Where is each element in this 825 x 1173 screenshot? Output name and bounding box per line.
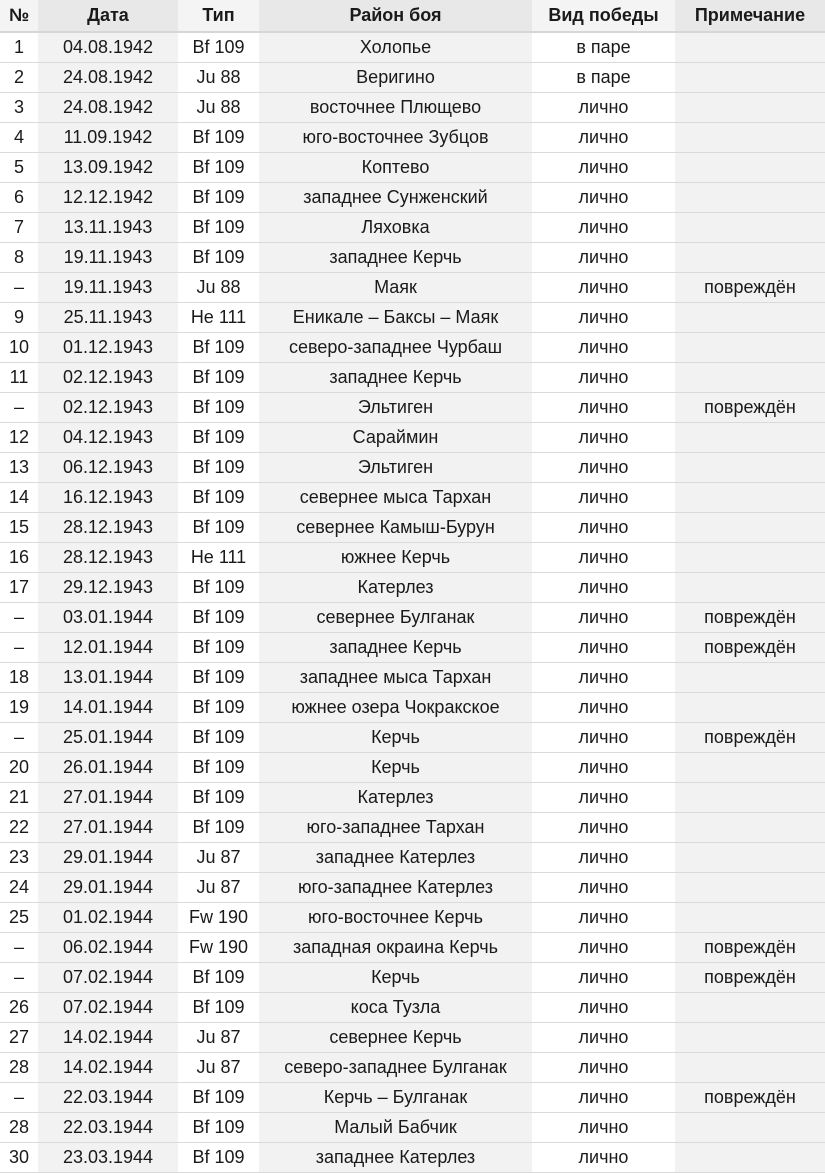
table-body — [0, 32, 825, 1173]
cell-victory-kind: лично — [532, 153, 675, 183]
cell-victory-kind: лично — [532, 693, 675, 723]
cell-battle-area: севернее Камыш-Бурун — [259, 513, 532, 543]
cell-note — [675, 1143, 825, 1173]
cell-battle-area: южнее озера Чокракское — [259, 693, 532, 723]
cell-type: Bf 109 — [178, 633, 259, 663]
cell-number: 30 — [0, 1143, 38, 1173]
cell-date: 04.08.1942 — [38, 32, 178, 63]
cell-type: Ju 88 — [178, 93, 259, 123]
cell-victory-kind: лично — [532, 1023, 675, 1053]
cell-type: Bf 109 — [178, 723, 259, 753]
cell-type: Bf 109 — [178, 243, 259, 273]
cell-number: 10 — [0, 333, 38, 363]
cell-number: 3 — [0, 93, 38, 123]
cell-date: 24.08.1942 — [38, 63, 178, 93]
table-row — [0, 573, 825, 603]
cell-date: 25.01.1944 — [38, 723, 178, 753]
table-row — [0, 183, 825, 213]
cell-victory-kind: лично — [532, 213, 675, 243]
cell-date: 14.02.1944 — [38, 1023, 178, 1053]
cell-type: Bf 109 — [178, 483, 259, 513]
cell-battle-area: юго-западнее Тархан — [259, 813, 532, 843]
cell-number: 7 — [0, 213, 38, 243]
cell-type: Bf 109 — [178, 153, 259, 183]
cell-type: Bf 109 — [178, 783, 259, 813]
cell-date: 16.12.1943 — [38, 483, 178, 513]
cell-number: 28 — [0, 1113, 38, 1143]
cell-number: 27 — [0, 1023, 38, 1053]
header-type: Тип — [178, 0, 259, 32]
cell-note — [675, 513, 825, 543]
cell-note — [675, 753, 825, 783]
cell-note: повреждён — [675, 933, 825, 963]
cell-type: Bf 109 — [178, 1143, 259, 1173]
cell-battle-area: западнее мыса Тархан — [259, 663, 532, 693]
cell-number: – — [0, 933, 38, 963]
cell-victory-kind: лично — [532, 1143, 675, 1173]
cell-number: 1 — [0, 32, 38, 63]
cell-victory-kind: лично — [532, 423, 675, 453]
cell-date: 23.03.1944 — [38, 1143, 178, 1173]
table-row — [0, 393, 825, 423]
cell-note — [675, 453, 825, 483]
cell-note: повреждён — [675, 603, 825, 633]
cell-note: повреждён — [675, 273, 825, 303]
cell-number: – — [0, 273, 38, 303]
table-row — [0, 63, 825, 93]
table-row — [0, 873, 825, 903]
cell-battle-area: юго-западнее Катерлез — [259, 873, 532, 903]
cell-battle-area: северо-западнее Булганак — [259, 1053, 532, 1083]
cell-note — [675, 483, 825, 513]
table-row — [0, 423, 825, 453]
cell-battle-area: западнее Сунженский — [259, 183, 532, 213]
cell-type: Ju 88 — [178, 273, 259, 303]
cell-note — [675, 93, 825, 123]
cell-note — [675, 153, 825, 183]
cell-victory-kind: в паре — [532, 32, 675, 63]
cell-battle-area: Холопье — [259, 32, 532, 63]
header-row — [0, 0, 825, 32]
cell-victory-kind: лично — [532, 843, 675, 873]
cell-victory-kind: лично — [532, 1113, 675, 1143]
cell-type: Bf 109 — [178, 183, 259, 213]
table-row — [0, 153, 825, 183]
cell-victory-kind: лично — [532, 483, 675, 513]
table-row — [0, 483, 825, 513]
cell-number: 28 — [0, 1053, 38, 1083]
cell-battle-area: юго-восточнее Керчь — [259, 903, 532, 933]
cell-number: 13 — [0, 453, 38, 483]
cell-victory-kind: лично — [532, 813, 675, 843]
cell-number: 16 — [0, 543, 38, 573]
table-header — [0, 0, 825, 32]
cell-date: 29.12.1943 — [38, 573, 178, 603]
cell-type: Ju 87 — [178, 1053, 259, 1083]
cell-number: – — [0, 1083, 38, 1113]
cell-battle-area: Керчь — [259, 723, 532, 753]
cell-type: Fw 190 — [178, 933, 259, 963]
cell-battle-area: Маяк — [259, 273, 532, 303]
cell-date: 26.01.1944 — [38, 753, 178, 783]
cell-type: Bf 109 — [178, 603, 259, 633]
cell-type: Ju 87 — [178, 1023, 259, 1053]
table-row — [0, 543, 825, 573]
cell-note — [675, 123, 825, 153]
cell-date: 06.12.1943 — [38, 453, 178, 483]
table-row — [0, 783, 825, 813]
table-row — [0, 1053, 825, 1083]
cell-date: 01.02.1944 — [38, 903, 178, 933]
cell-victory-kind: лично — [532, 963, 675, 993]
cell-battle-area: коса Тузла — [259, 993, 532, 1023]
cell-number: 21 — [0, 783, 38, 813]
cell-date: 29.01.1944 — [38, 873, 178, 903]
cell-date: 19.11.1943 — [38, 243, 178, 273]
cell-type: Bf 109 — [178, 753, 259, 783]
cell-date: 27.01.1944 — [38, 783, 178, 813]
table-row — [0, 1083, 825, 1113]
cell-type: Ju 87 — [178, 843, 259, 873]
cell-type: Fw 190 — [178, 903, 259, 933]
table-row — [0, 1143, 825, 1173]
cell-victory-kind: в паре — [532, 63, 675, 93]
cell-type: Bf 109 — [178, 963, 259, 993]
cell-victory-kind: лично — [532, 543, 675, 573]
cell-note: повреждён — [675, 633, 825, 663]
cell-number: – — [0, 393, 38, 423]
cell-battle-area: западнее Керчь — [259, 363, 532, 393]
cell-date: 14.02.1944 — [38, 1053, 178, 1083]
header-victory-kind: Вид победы — [532, 0, 675, 32]
cell-date: 02.12.1943 — [38, 363, 178, 393]
cell-date: 07.02.1944 — [38, 963, 178, 993]
cell-note — [675, 1023, 825, 1053]
header-battle-area: Район боя — [259, 0, 532, 32]
cell-type: Bf 109 — [178, 993, 259, 1023]
cell-type: Bf 109 — [178, 393, 259, 423]
cell-type: Bf 109 — [178, 32, 259, 63]
cell-number: – — [0, 723, 38, 753]
cell-victory-kind: лично — [532, 663, 675, 693]
cell-date: 29.01.1944 — [38, 843, 178, 873]
cell-victory-kind: лично — [532, 93, 675, 123]
cell-number: 11 — [0, 363, 38, 393]
cell-number: 20 — [0, 753, 38, 783]
cell-type: He 111 — [178, 543, 259, 573]
cell-type: Bf 109 — [178, 573, 259, 603]
cell-date: 13.11.1943 — [38, 213, 178, 243]
cell-victory-kind: лично — [532, 633, 675, 663]
cell-battle-area: Катерлез — [259, 573, 532, 603]
cell-victory-kind: лично — [532, 933, 675, 963]
cell-battle-area: Ляховка — [259, 213, 532, 243]
cell-type: Bf 109 — [178, 693, 259, 723]
table-row — [0, 273, 825, 303]
table-row — [0, 723, 825, 753]
header-date: Дата — [38, 0, 178, 32]
cell-date: 28.12.1943 — [38, 513, 178, 543]
cell-note — [675, 693, 825, 723]
cell-date: 27.01.1944 — [38, 813, 178, 843]
cell-number: – — [0, 603, 38, 633]
table-row — [0, 333, 825, 363]
header-number: № — [0, 0, 38, 32]
cell-victory-kind: лично — [532, 393, 675, 423]
cell-victory-kind: лично — [532, 333, 675, 363]
cell-victory-kind: лично — [532, 993, 675, 1023]
cell-battle-area: севернее Керчь — [259, 1023, 532, 1053]
cell-note — [675, 303, 825, 333]
cell-note — [675, 663, 825, 693]
cell-type: Ju 87 — [178, 873, 259, 903]
cell-note: повреждён — [675, 723, 825, 753]
cell-note — [675, 573, 825, 603]
cell-battle-area: Керчь — [259, 753, 532, 783]
cell-date: 13.09.1942 — [38, 153, 178, 183]
cell-victory-kind: лично — [532, 573, 675, 603]
cell-battle-area: Катерлез — [259, 783, 532, 813]
cell-type: Bf 109 — [178, 333, 259, 363]
cell-battle-area: северо-западнее Чурбаш — [259, 333, 532, 363]
cell-note — [675, 1053, 825, 1083]
cell-note — [675, 903, 825, 933]
table-row — [0, 453, 825, 483]
cell-number: 25 — [0, 903, 38, 933]
cell-note — [675, 32, 825, 63]
cell-date: 07.02.1944 — [38, 993, 178, 1023]
table-row — [0, 123, 825, 153]
cell-type: Bf 109 — [178, 513, 259, 543]
cell-number: 2 — [0, 63, 38, 93]
cell-date: 13.01.1944 — [38, 663, 178, 693]
cell-type: Bf 109 — [178, 123, 259, 153]
table-row — [0, 933, 825, 963]
cell-victory-kind: лично — [532, 273, 675, 303]
cell-battle-area: Малый Бабчик — [259, 1113, 532, 1143]
cell-number: 8 — [0, 243, 38, 273]
cell-date: 04.12.1943 — [38, 423, 178, 453]
table-row — [0, 753, 825, 783]
cell-victory-kind: лично — [532, 183, 675, 213]
cell-date: 06.02.1944 — [38, 933, 178, 963]
cell-note — [675, 423, 825, 453]
cell-number: – — [0, 963, 38, 993]
cell-battle-area: южнее Керчь — [259, 543, 532, 573]
cell-note — [675, 213, 825, 243]
cell-number: 14 — [0, 483, 38, 513]
cell-battle-area: западная окраина Керчь — [259, 933, 532, 963]
cell-number: 15 — [0, 513, 38, 543]
cell-battle-area: Веригино — [259, 63, 532, 93]
table-row — [0, 303, 825, 333]
cell-type: Bf 109 — [178, 663, 259, 693]
cell-victory-kind: лично — [532, 1083, 675, 1113]
cell-number: 26 — [0, 993, 38, 1023]
cell-note — [675, 63, 825, 93]
cell-battle-area: Эльтиген — [259, 453, 532, 483]
cell-date: 24.08.1942 — [38, 93, 178, 123]
cell-victory-kind: лично — [532, 873, 675, 903]
cell-battle-area: западнее Керчь — [259, 633, 532, 663]
table-row — [0, 843, 825, 873]
cell-number: 5 — [0, 153, 38, 183]
table-row — [0, 363, 825, 393]
cell-number: 17 — [0, 573, 38, 603]
cell-note — [675, 543, 825, 573]
cell-note — [675, 333, 825, 363]
cell-type: Bf 109 — [178, 363, 259, 393]
cell-battle-area: севернее мыса Тархан — [259, 483, 532, 513]
cell-note — [675, 993, 825, 1023]
cell-battle-area: Керчь — [259, 963, 532, 993]
cell-number: 18 — [0, 663, 38, 693]
cell-number: 12 — [0, 423, 38, 453]
cell-type: Bf 109 — [178, 423, 259, 453]
cell-type: Bf 109 — [178, 1083, 259, 1113]
table-row — [0, 243, 825, 273]
table-row — [0, 603, 825, 633]
cell-battle-area: западнее Керчь — [259, 243, 532, 273]
cell-date: 14.01.1944 — [38, 693, 178, 723]
table-row — [0, 963, 825, 993]
cell-number: 24 — [0, 873, 38, 903]
cell-battle-area: Сараймин — [259, 423, 532, 453]
cell-victory-kind: лично — [532, 603, 675, 633]
table-row — [0, 1113, 825, 1143]
cell-note — [675, 783, 825, 813]
cell-note — [675, 243, 825, 273]
cell-date: 02.12.1943 — [38, 393, 178, 423]
cell-type: Bf 109 — [178, 213, 259, 243]
cell-battle-area: западнее Катерлез — [259, 843, 532, 873]
cell-note — [675, 183, 825, 213]
cell-type: Bf 109 — [178, 453, 259, 483]
cell-note: повреждён — [675, 1083, 825, 1113]
cell-date: 12.12.1942 — [38, 183, 178, 213]
cell-note — [675, 873, 825, 903]
cell-note: повреждён — [675, 393, 825, 423]
cell-battle-area: восточнее Плющево — [259, 93, 532, 123]
header-note: Примечание — [675, 0, 825, 32]
cell-date: 19.11.1943 — [38, 273, 178, 303]
cell-victory-kind: лично — [532, 753, 675, 783]
cell-type: Ju 88 — [178, 63, 259, 93]
cell-victory-kind: лично — [532, 903, 675, 933]
cell-date: 12.01.1944 — [38, 633, 178, 663]
cell-type: He 111 — [178, 303, 259, 333]
cell-note — [675, 363, 825, 393]
table-row — [0, 903, 825, 933]
cell-battle-area: севернее Булганак — [259, 603, 532, 633]
cell-number: 22 — [0, 813, 38, 843]
cell-victory-kind: лично — [532, 1053, 675, 1083]
cell-note — [675, 813, 825, 843]
cell-number: 6 — [0, 183, 38, 213]
cell-victory-kind: лично — [532, 723, 675, 753]
cell-battle-area: Керчь – Булганак — [259, 1083, 532, 1113]
cell-number: 9 — [0, 303, 38, 333]
cell-number: 19 — [0, 693, 38, 723]
table-row — [0, 693, 825, 723]
cell-battle-area: Коптево — [259, 153, 532, 183]
cell-date: 28.12.1943 — [38, 543, 178, 573]
table-row — [0, 663, 825, 693]
table-row — [0, 213, 825, 243]
cell-battle-area: Еникале – Баксы – Маяк — [259, 303, 532, 333]
cell-date: 03.01.1944 — [38, 603, 178, 633]
cell-victory-kind: лично — [532, 513, 675, 543]
cell-number: 4 — [0, 123, 38, 153]
cell-date: 22.03.1944 — [38, 1113, 178, 1143]
cell-number: – — [0, 633, 38, 663]
table-row — [0, 93, 825, 123]
cell-battle-area: юго-восточнее Зубцов — [259, 123, 532, 153]
cell-victory-kind: лично — [532, 123, 675, 153]
cell-number: 23 — [0, 843, 38, 873]
table-row — [0, 993, 825, 1023]
table-row — [0, 1023, 825, 1053]
table-row — [0, 513, 825, 543]
cell-date: 25.11.1943 — [38, 303, 178, 333]
cell-battle-area: Эльтиген — [259, 393, 532, 423]
cell-victory-kind: лично — [532, 303, 675, 333]
cell-victory-kind: лично — [532, 363, 675, 393]
cell-victory-kind: лично — [532, 453, 675, 483]
table-row — [0, 32, 825, 63]
cell-type: Bf 109 — [178, 813, 259, 843]
cell-date: 22.03.1944 — [38, 1083, 178, 1113]
cell-note — [675, 843, 825, 873]
cell-date: 01.12.1943 — [38, 333, 178, 363]
cell-date: 11.09.1942 — [38, 123, 178, 153]
cell-type: Bf 109 — [178, 1113, 259, 1143]
cell-note — [675, 1113, 825, 1143]
cell-battle-area: западнее Катерлез — [259, 1143, 532, 1173]
table-row — [0, 633, 825, 663]
cell-victory-kind: лично — [532, 783, 675, 813]
cell-victory-kind: лично — [532, 243, 675, 273]
table-row — [0, 813, 825, 843]
cell-note: повреждён — [675, 963, 825, 993]
